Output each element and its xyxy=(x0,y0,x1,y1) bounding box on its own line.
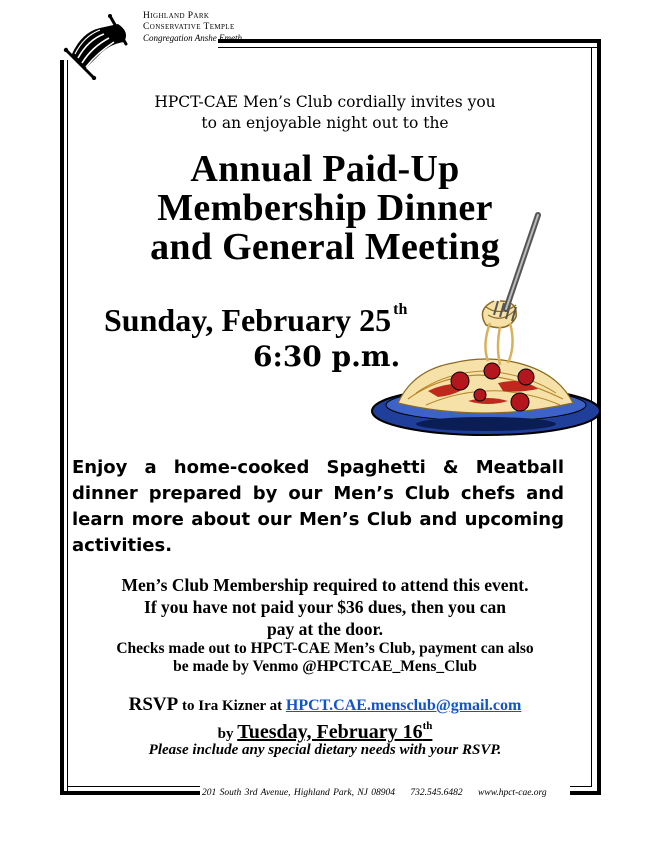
event-description: Enjoy a home-cooked Spaghetti & Meatball dinner prepared by our Men’s Club chefs and learn more about our Men’s Club and upcoming activities. xyxy=(72,457,564,556)
title-line-3: and General Meeting xyxy=(150,226,500,268)
title-line-1: Annual Paid-Up xyxy=(190,148,460,190)
frame-bottom-right-inner xyxy=(570,786,592,787)
org-name-line2: Conservative Temple xyxy=(143,22,235,32)
rsvp-label: RSVP xyxy=(128,694,179,715)
event-date xyxy=(104,292,407,338)
membership-line-1: Men’s Club Membership required to attend this event. xyxy=(121,575,529,595)
frame-bottom-right xyxy=(570,791,601,795)
rsvp-to-text: to Ira Kizner at xyxy=(182,698,283,714)
rsvp-email-link[interactable]: HPCT.CAE.mensclub@gmail.com xyxy=(285,697,522,714)
invite-line-2: to an enjoyable night out to the xyxy=(201,114,449,132)
membership-line-3: pay at the door. xyxy=(266,619,384,639)
frame-bottom-left xyxy=(60,791,200,795)
event-date-suffix: th xyxy=(393,301,408,318)
footer-phone: 732.545.6482 xyxy=(410,788,463,798)
membership-line-2: If you have not paid your $36 dues, then you can xyxy=(144,597,506,617)
event-date-text: Sunday, February 25 xyxy=(104,302,392,338)
org-subtitle: Congregation Anshe Emeth xyxy=(143,33,242,43)
membership-line-5: be made by Venmo @HPCTCAE_Mens_Club xyxy=(173,658,477,675)
frame-top-inner xyxy=(218,47,597,48)
footer-website: www.hpct-cae.org xyxy=(478,788,547,798)
rsvp-deadline-suffix: th xyxy=(422,720,433,732)
membership-line-4: Checks made out to HPCT-CAE Men’s Club, payment can also xyxy=(116,640,534,657)
org-name-line1: Highland Park xyxy=(143,11,210,21)
rsvp-deadline-text: Tuesday, February 16 xyxy=(237,721,423,743)
frame-bottom-left-inner xyxy=(67,786,200,787)
title-line-2: Membership Dinner xyxy=(157,187,493,229)
event-time: 6:30 p.m. xyxy=(253,340,401,373)
invite-line-1: HPCT-CAE Men’s Club cordially invites you xyxy=(154,93,496,111)
frame-top xyxy=(218,39,601,43)
footer xyxy=(202,786,559,800)
torah-scroll-icon xyxy=(60,14,140,80)
rsvp-by-text: by xyxy=(217,726,234,742)
footer-address: 201 South 3rd Avenue, Highland Park, NJ 08904 xyxy=(202,788,396,798)
dietary-note: Please include any special dietary needs with your RSVP. xyxy=(148,742,502,758)
